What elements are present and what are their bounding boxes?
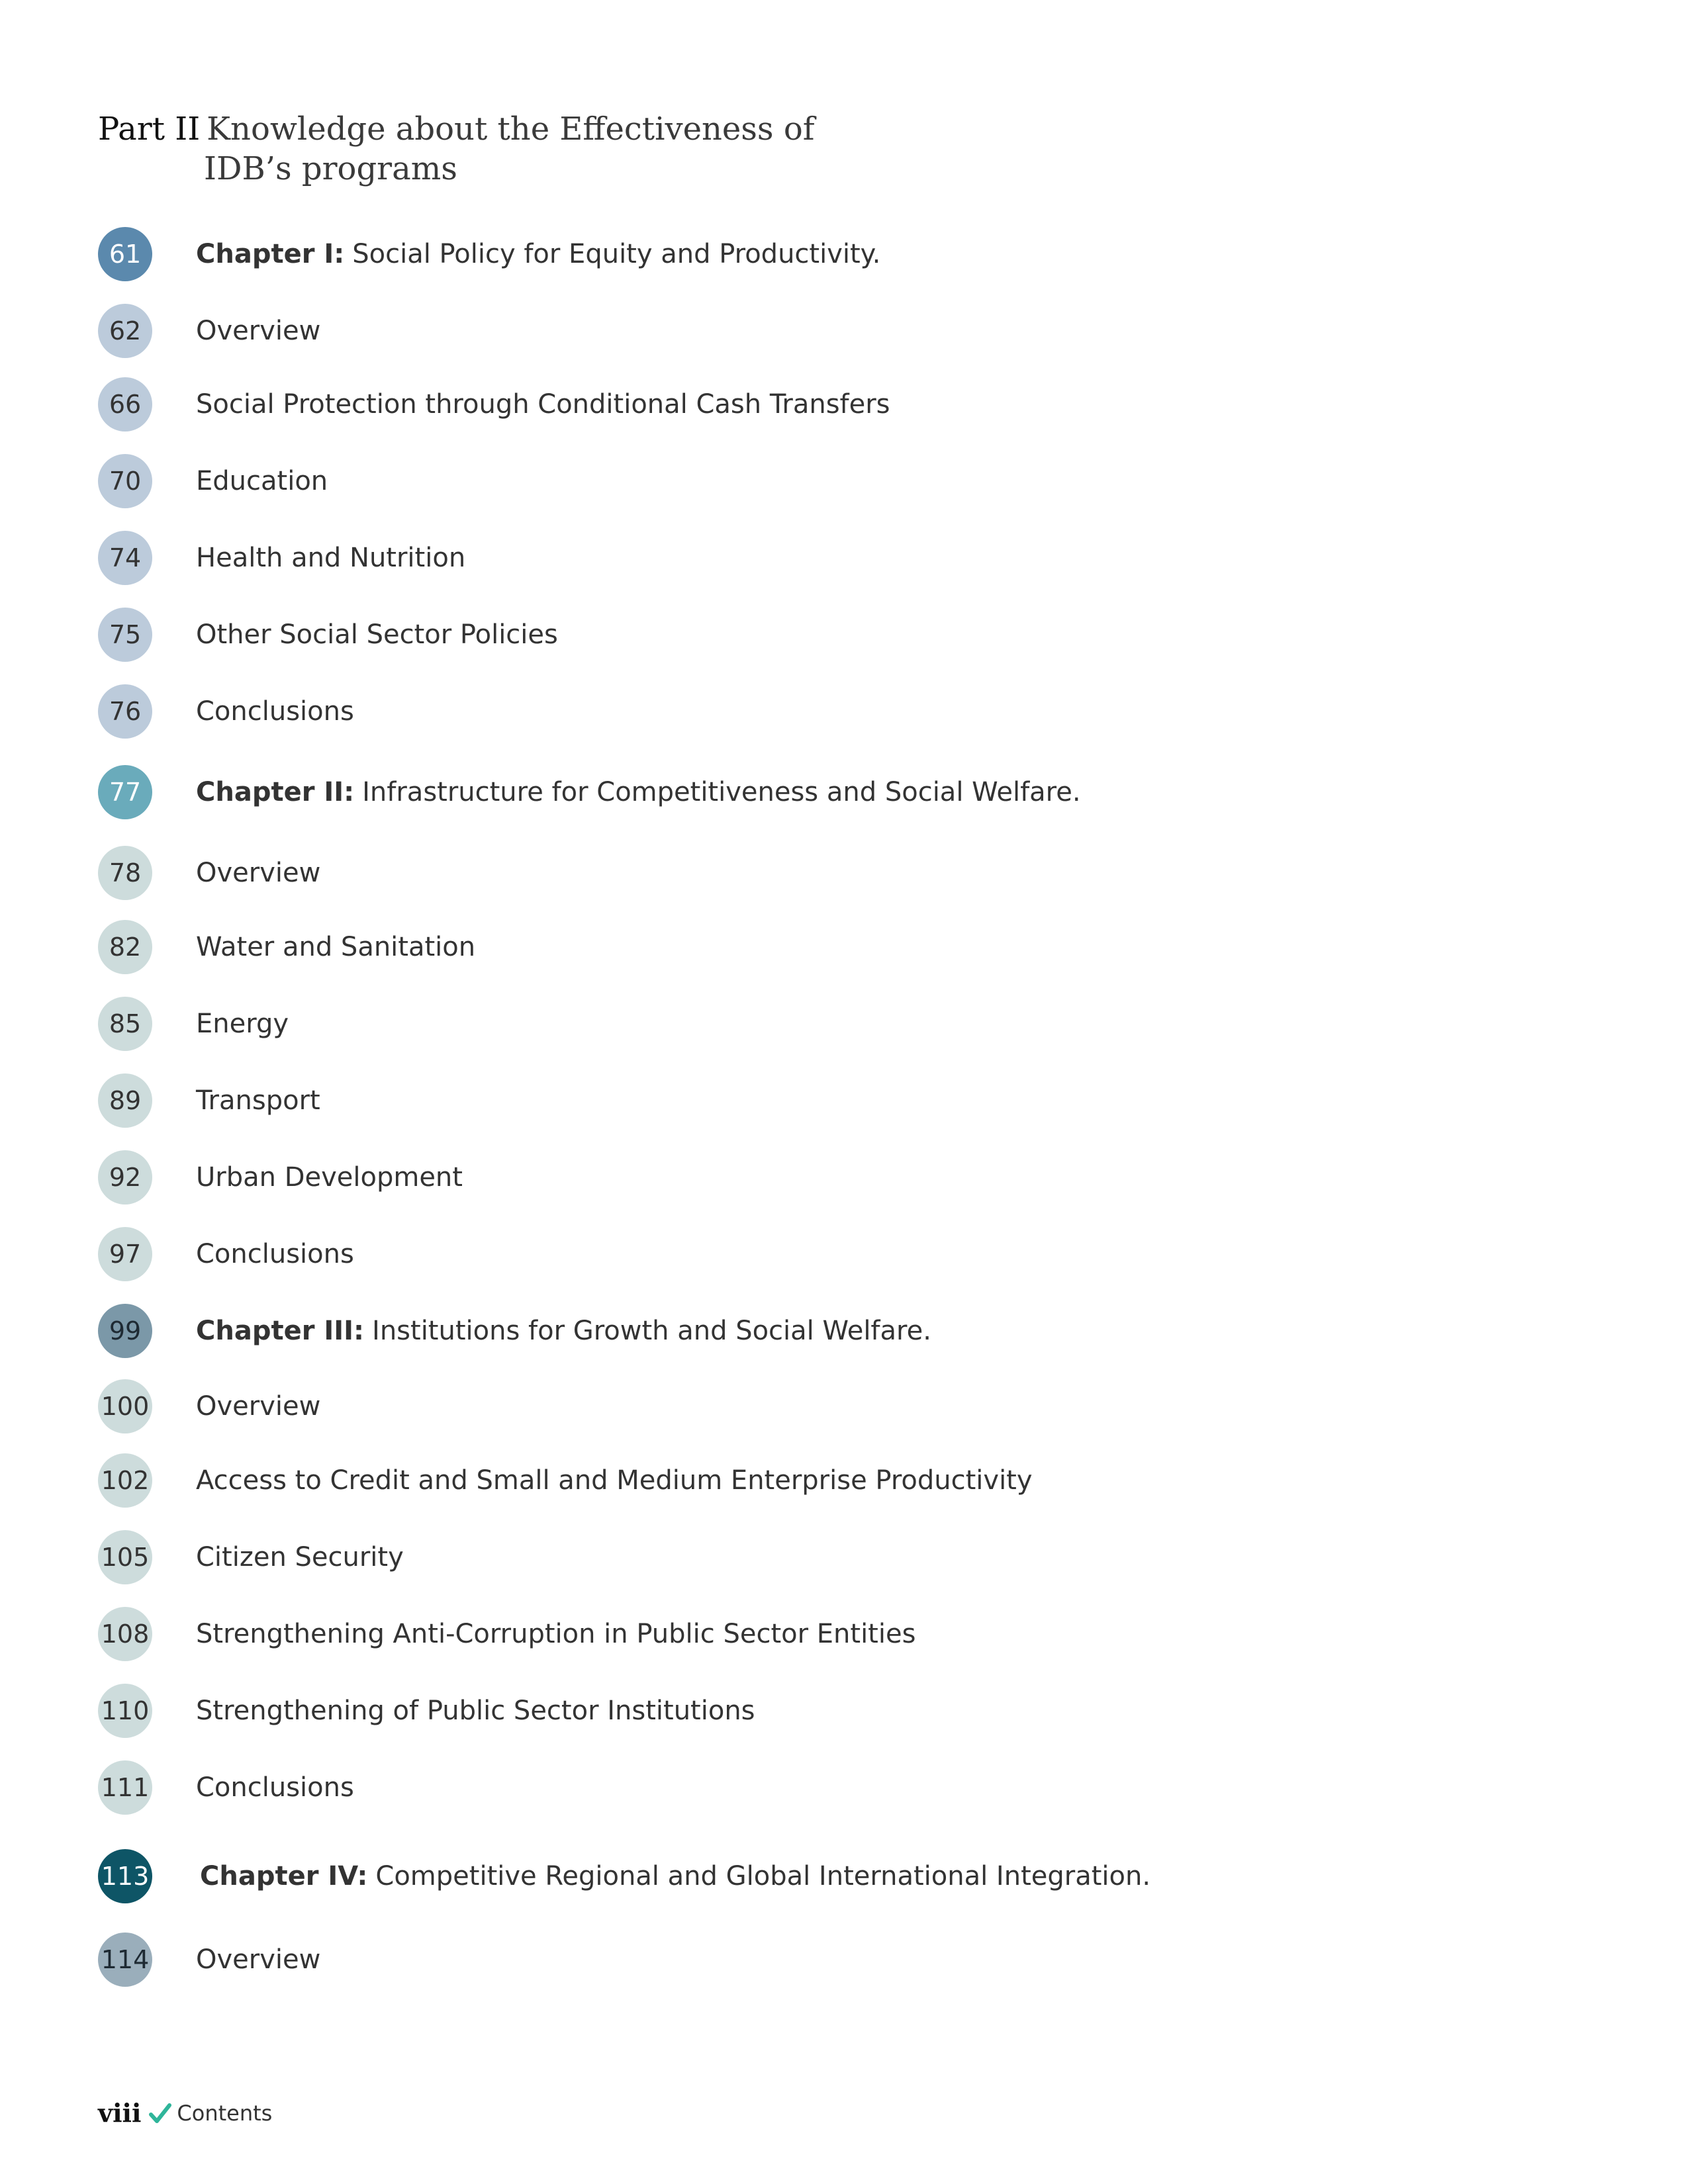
- toc-section-entry[interactable]: [98, 997, 1587, 1052]
- part-title-line1: Knowledge about the Effectiveness of: [207, 111, 815, 148]
- chapter-title: [196, 765, 1081, 819]
- section-title: Social Protection through Conditional Cash Transfers: [196, 389, 890, 420]
- section-title: Conclusions: [196, 696, 354, 727]
- toc-section-entry[interactable]: [98, 1150, 1587, 1206]
- toc-chapter-entry[interactable]: [98, 1304, 1587, 1359]
- section-title: Conclusions: [196, 1239, 354, 1269]
- page-number-badge: 92: [98, 1150, 152, 1205]
- section-title: Energy: [196, 1009, 289, 1039]
- chapter-title-text: Competitive Regional and Global International Integration.: [375, 1861, 1151, 1891]
- section-title: Urban Development: [196, 1162, 463, 1193]
- chapter-title: [196, 1304, 931, 1358]
- toc-section-entry[interactable]: [98, 1073, 1587, 1129]
- toc-section-entry[interactable]: [98, 1684, 1587, 1739]
- toc-section-entry[interactable]: [98, 377, 1587, 433]
- section-title: Strengthening Anti-Corruption in Public Sector Entities: [196, 1619, 916, 1649]
- page-number-badge: 89: [98, 1073, 152, 1128]
- toc-section-entry[interactable]: [98, 1227, 1587, 1283]
- toc-chapter-entry[interactable]: [98, 227, 1587, 283]
- chapter-title: [196, 227, 880, 281]
- checkmark-icon: [149, 2102, 171, 2124]
- page-number-badge: 70: [98, 454, 152, 508]
- page-number-badge: 102: [98, 1453, 152, 1508]
- page-number-badge: 85: [98, 997, 152, 1051]
- section-title: Strengthening of Public Sector Institutions: [196, 1696, 755, 1726]
- section-title: Overview: [196, 1944, 321, 1975]
- page-number-badge: 66: [98, 377, 152, 432]
- chapter-label: Chapter IV:: [200, 1861, 368, 1891]
- page-number-badge: 97: [98, 1227, 152, 1281]
- page-number-badge: 61: [98, 227, 152, 281]
- toc-chapter-entry[interactable]: [98, 1849, 1587, 1905]
- section-title: Transport: [196, 1085, 320, 1116]
- toc-section-entry[interactable]: [98, 454, 1587, 510]
- part-heading: [98, 109, 814, 189]
- page-number-badge: 100: [98, 1379, 152, 1433]
- page-number-badge: 75: [98, 608, 152, 662]
- page-number-badge: 74: [98, 531, 152, 585]
- section-title: Education: [196, 466, 328, 496]
- page-number-badge: 76: [98, 684, 152, 739]
- toc-section-entry[interactable]: [98, 1530, 1587, 1586]
- chapter-title-text: Infrastructure for Competitiveness and Social Welfare.: [362, 777, 1081, 807]
- page-number-badge: 114: [98, 1933, 152, 1987]
- chapter-title-text: Institutions for Growth and Social Welfare.: [372, 1316, 931, 1346]
- page-number-badge: 78: [98, 846, 152, 900]
- toc-section-entry[interactable]: [98, 684, 1587, 740]
- chapter-label: Chapter III:: [196, 1316, 365, 1346]
- section-title: Overview: [196, 1391, 321, 1422]
- part-number: Part II: [98, 111, 201, 148]
- page-number-badge: 62: [98, 304, 152, 358]
- part-title-line2: IDB’s programs: [204, 150, 457, 187]
- toc-section-entry[interactable]: [98, 1607, 1587, 1662]
- chapter-title-text: Social Policy for Equity and Productivity.: [352, 239, 881, 269]
- page-number-badge: 110: [98, 1684, 152, 1738]
- section-title: Citizen Security: [196, 1542, 404, 1572]
- toc-section-entry[interactable]: [98, 1453, 1587, 1509]
- page-number-badge: 99: [98, 1304, 152, 1358]
- toc-section-entry[interactable]: [98, 1760, 1587, 1816]
- toc-section-entry[interactable]: [98, 846, 1587, 901]
- page-footer: [98, 2098, 272, 2128]
- section-title: Other Social Sector Policies: [196, 619, 558, 650]
- section-title: Overview: [196, 316, 321, 346]
- chapter-title: [200, 1849, 1150, 1903]
- page-number-badge: 82: [98, 920, 152, 974]
- page-number-badge: 77: [98, 765, 152, 819]
- chapter-label: Chapter I:: [196, 239, 345, 269]
- section-title: Water and Sanitation: [196, 932, 476, 962]
- toc-section-entry[interactable]: [98, 920, 1587, 976]
- toc-section-entry[interactable]: [98, 608, 1587, 663]
- toc-section-entry[interactable]: [98, 304, 1587, 359]
- section-title: Access to Credit and Small and Medium Enterprise Productivity: [196, 1465, 1033, 1496]
- section-title: Conclusions: [196, 1772, 354, 1803]
- toc-section-entry[interactable]: [98, 531, 1587, 586]
- page-folio: viii: [98, 2098, 142, 2128]
- page-number-badge: 113: [98, 1849, 152, 1903]
- toc-section-entry[interactable]: [98, 1933, 1587, 1988]
- page-number-badge: 108: [98, 1607, 152, 1661]
- toc-chapter-entry[interactable]: [98, 765, 1587, 821]
- footer-section-label: Contents: [177, 2100, 273, 2126]
- page-number-badge: 111: [98, 1760, 152, 1815]
- section-title: Overview: [196, 858, 321, 888]
- toc-section-entry[interactable]: [98, 1379, 1587, 1435]
- chapter-label: Chapter II:: [196, 777, 355, 807]
- section-title: Health and Nutrition: [196, 543, 466, 573]
- page-number-badge: 105: [98, 1530, 152, 1584]
